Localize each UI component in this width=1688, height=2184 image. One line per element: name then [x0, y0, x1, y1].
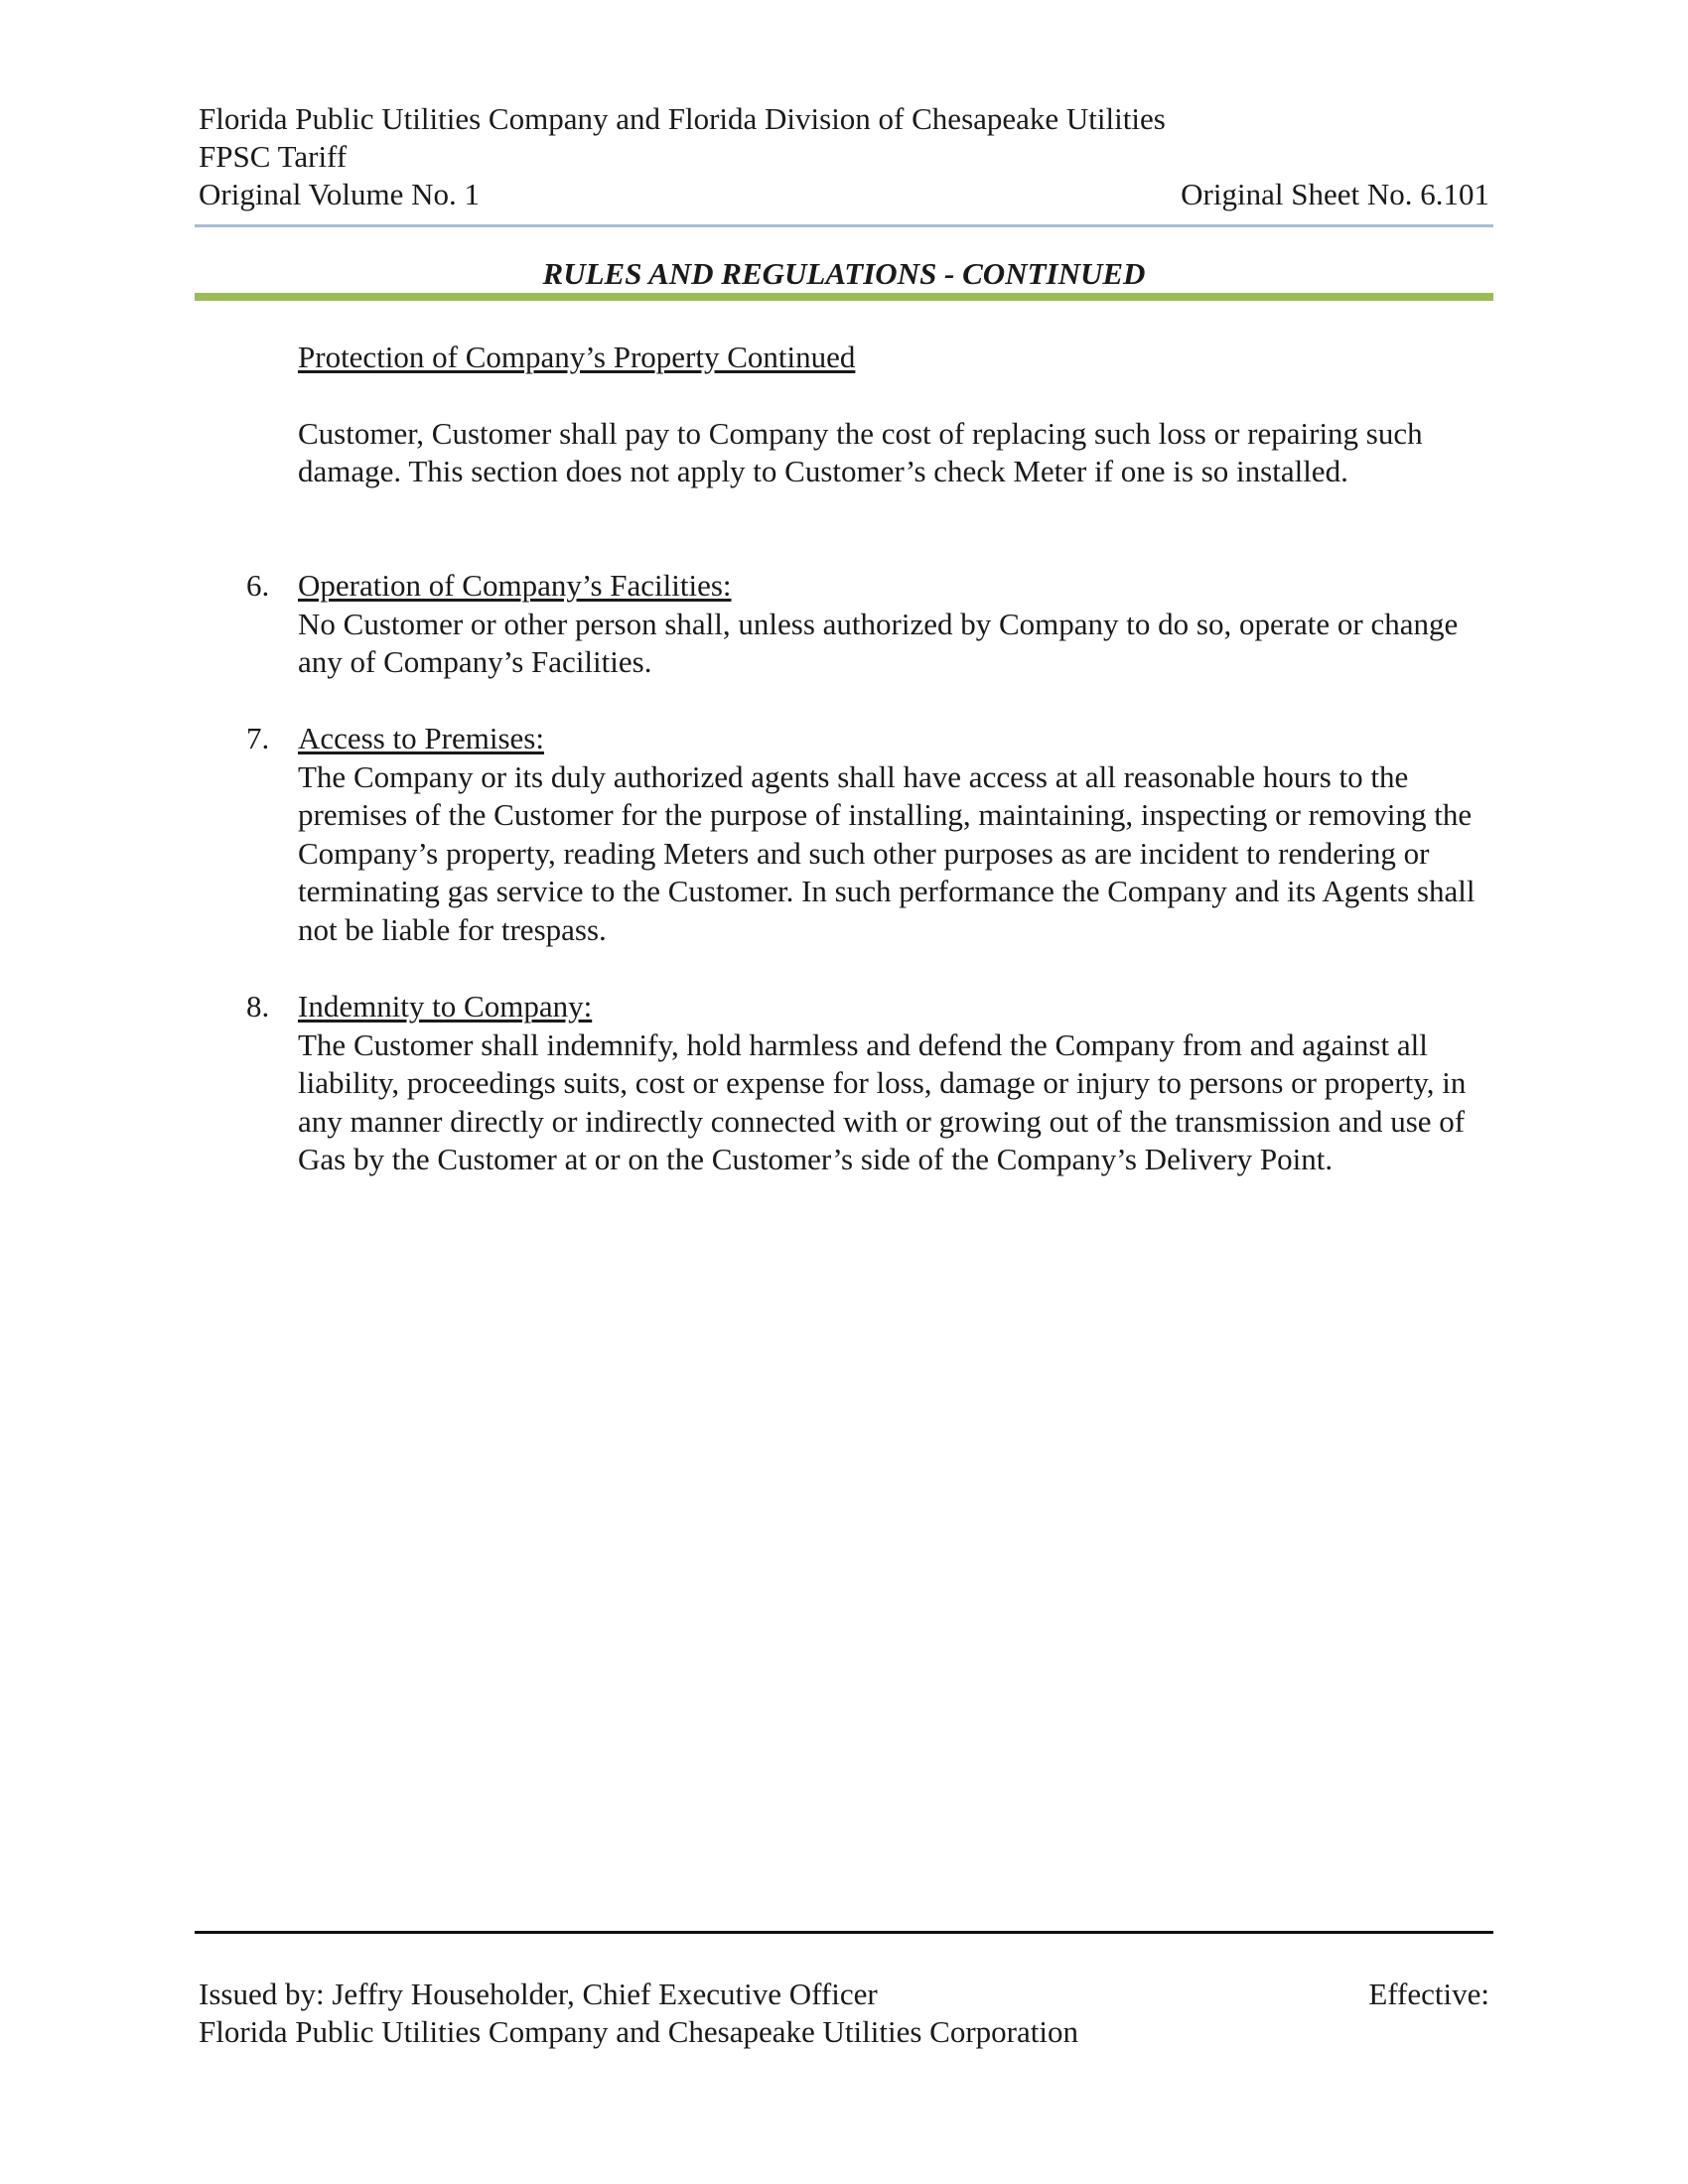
continued-text: Customer, Customer shall pay to Company the cost of replacing such loss or repairing such damage. This section does not apply to Customer’s check Meter if one is so installed. [298, 415, 1423, 488]
item-7-heading: Access to Premises: [298, 721, 544, 755]
continued-heading: Protection of Company’s Property Continued [298, 340, 856, 374]
header-tariff: FPSC Tariff [199, 139, 348, 174]
item-number-7: 7. [246, 721, 270, 755]
header-sheet-number: Original Sheet No. 6.101 [1181, 177, 1489, 211]
continued-section [298, 339, 1499, 491]
header-company: Florida Public Utilities Company and Florida Division of Chesapeake Utilities [199, 101, 1166, 136]
item-6-text: No Customer or other person shall, unless authorized by Company to do so, operate or change any of Company’s Facilities. [298, 606, 1459, 679]
header-volume: Original Volume No. 1 [199, 177, 481, 211]
item-8-heading: Indemnity to Company: [298, 989, 593, 1024]
item-7-text: The Company or its duly authorized agents shall have access at all reasonable hours to the premises of the Customer for the purpose of installing, maintaining, inspecting or removing the Company’s property, reading Meters and such other purposes as are incident to rendering or terminating gas service to the Customer. In such performance the Company and its Agents shall not be liable for trespass. [298, 758, 1476, 947]
footer-companies: Florida Public Utilities Company and Chesapeake Utilities Corporation [199, 2014, 1078, 2049]
footer-issued-by: Issued by: Jeffry Householder, Chief Executive Officer [199, 1977, 878, 2011]
item-8-text: The Customer shall indemnify, hold harmless and defend the Company from and against all liability, proceedings suits, cost or expense for loss, damage or injury to persons or property, in any manner directly or indirectly connected with or growing out of the transmission and use of Gas by the Customer at or on the Customer’s side of the Company’s Delivery Point. [298, 1026, 1467, 1176]
item-7 [298, 720, 1499, 949]
footer-effective: Effective: [1368, 1977, 1489, 2011]
item-8 [298, 988, 1499, 1179]
item-6 [298, 567, 1499, 682]
item-number-6: 6. [246, 568, 270, 603]
item-number-8: 8. [246, 989, 270, 1024]
section-title: RULES AND REGULATIONS - CONTINUED [542, 256, 1146, 291]
title-divider [195, 293, 1493, 301]
footer-divider [195, 1931, 1493, 1934]
item-6-heading: Operation of Company’s Facilities: [298, 568, 732, 603]
header-divider [195, 224, 1493, 227]
